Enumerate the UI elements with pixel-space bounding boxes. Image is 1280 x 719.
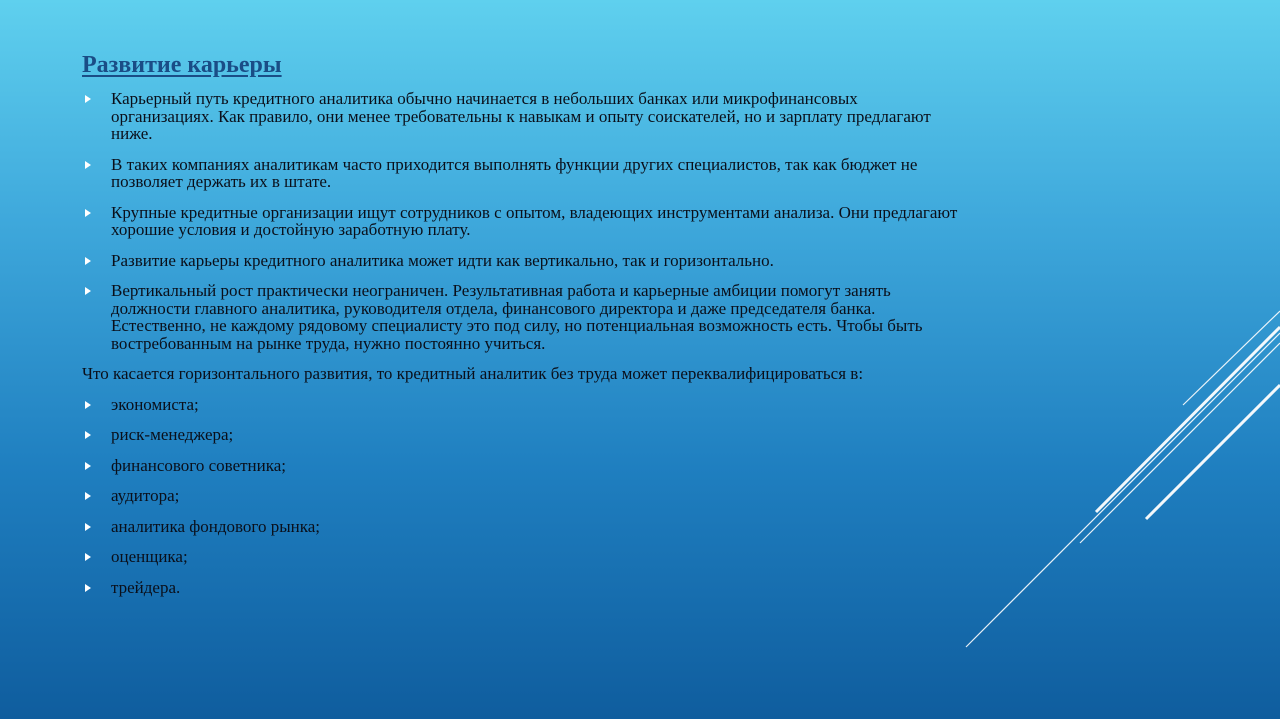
bullet-text: аналитика фондового рынка; (111, 516, 321, 536)
top-bullet-list (82, 90, 962, 352)
bullet-item (82, 90, 962, 143)
bullet-arrow-icon (85, 492, 91, 500)
bullet-text: Развитие карьеры кредитного аналитика может идти как вертикально, так и горизонтально. (111, 250, 774, 270)
bullet-text: аудитора; (111, 486, 180, 505)
bullet-arrow-icon (85, 209, 91, 217)
bullet-text: Карьерный путь кредитного аналитика обычно начинается в небольших банках или микрофинансовых организациях. Как правило, они менее требовательны к навыкам и опыту соискателей, но и зарплату предлагают ниже. (111, 89, 931, 143)
bullet-item (82, 204, 962, 239)
bullet-arrow-icon (85, 257, 91, 265)
bullet-text: Крупные кредитные организации ищут сотрудников с опытом, владеющих инструментами анализа. Они предлагают хорошие условия и достойную заработную плату. (111, 202, 958, 239)
decor-line (1080, 343, 1280, 543)
bullet-item (82, 548, 962, 566)
bullet-arrow-icon (85, 523, 91, 531)
horizontal-intro-paragraph: Что касается горизонтального развития, то кредитный аналитик без труда может переквалифицироваться в: (82, 364, 864, 383)
bottom-bullet-list (82, 396, 962, 597)
bullet-arrow-icon (85, 401, 91, 409)
bullet-text: экономиста; (111, 394, 199, 414)
slide-title: Развитие карьеры (82, 52, 282, 78)
bullet-item (82, 252, 962, 270)
bullet-item (82, 396, 962, 414)
bullet-item (82, 156, 962, 191)
bullet-arrow-icon (85, 431, 91, 439)
bullet-arrow-icon (85, 161, 91, 169)
decor-line (1146, 385, 1280, 519)
bullet-item (82, 518, 962, 536)
bullet-arrow-icon (85, 95, 91, 103)
bullet-text: В таких компаниях аналитикам часто приходится выполнять функции других специалистов, так как бюджет не позволяет держать их в штате. (111, 154, 918, 191)
bullet-item (82, 457, 962, 475)
bullet-arrow-icon (85, 553, 91, 561)
bullet-item (82, 426, 962, 444)
bullet-item (82, 282, 962, 352)
bullet-text: финансового советника; (111, 455, 287, 475)
bullet-item (82, 579, 962, 597)
bullet-text: Вертикальный рост практически неограничен. Результативная работа и карьерные амбиции помогут занять должности главного аналитика, руководителя отдела, финансового директора и даже председателя банка. Естественно, не каждому рядовому специалисту это под силу, но потенциальная возможность есть. Чтобы быть востребованным на рынке труда, нужно постоянно учиться. (111, 281, 923, 353)
decor-line (966, 333, 1280, 647)
bullet-arrow-icon (85, 584, 91, 592)
bullet-text: оценщика; (111, 547, 188, 566)
bullet-item (82, 487, 962, 505)
decor-line (1096, 327, 1280, 512)
slide-content (82, 90, 962, 609)
bullet-text: риск-менеджера; (111, 425, 234, 444)
bullet-arrow-icon (85, 462, 91, 470)
bullet-text: трейдера. (111, 577, 181, 597)
bullet-arrow-icon (85, 287, 91, 295)
